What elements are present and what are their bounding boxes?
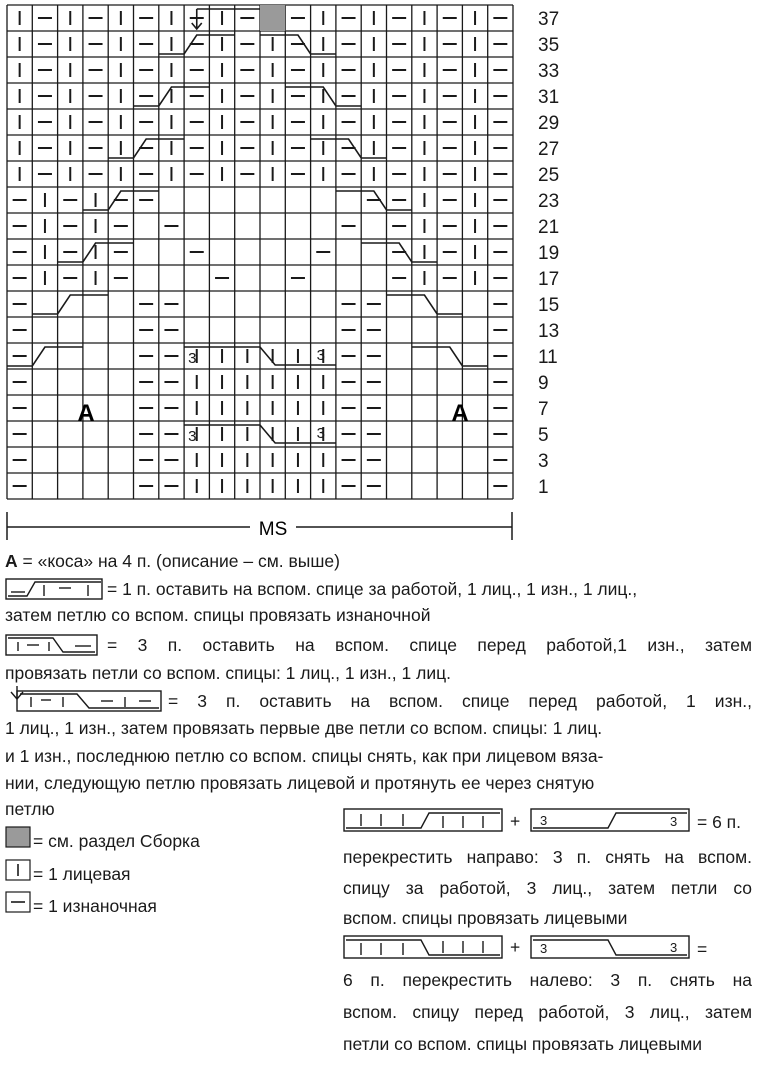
row-number: 19 (538, 243, 560, 264)
cross1-desc-b: затем петлю со вспом. спицы провязать изнаночной (5, 605, 431, 625)
cross2-symbol (5, 634, 98, 656)
svg-text:3: 3 (670, 814, 678, 829)
left-cross-eq: = (697, 939, 708, 959)
cross3-desc-c: и 1 изн., последнюю петлю со вспом. спицы снять, как при лицевом вяза- (5, 746, 604, 766)
cable-line-left (32, 295, 108, 314)
left-cross-b: вспом. спицу перед работой, 3 лиц., затем (343, 1002, 752, 1022)
row-number: 29 (538, 113, 560, 134)
row-number: 15 (538, 295, 560, 316)
gray-square-symbol (5, 826, 31, 848)
cable-count-left: 3 (188, 350, 197, 367)
purl-desc: = 1 изнаночная (33, 896, 157, 916)
braid-label-left: A (77, 400, 95, 427)
braid-label-right: A (451, 400, 469, 427)
row-number: 31 (538, 87, 560, 108)
row-number: 9 (538, 373, 549, 394)
row-number: 33 (538, 61, 560, 82)
left-cross-count-symbol (530, 935, 690, 959)
row-number: 5 (538, 425, 549, 446)
row-number: 13 (538, 321, 560, 342)
right-cross-count-symbol (530, 808, 690, 832)
left-cross-a: 6 п. перекрестить налево: 3 п. снять на (343, 970, 752, 990)
cable-count-right: 3 (316, 347, 325, 364)
cross2-desc-a: = 3 п. оставить на вспом. спице перед работой,1 изн., затем (107, 635, 752, 655)
plus-sign-1: + (510, 811, 521, 831)
gray-desc: = см. раздел Сборка (33, 831, 200, 851)
left-cross-symbol (343, 935, 503, 959)
cross2-desc-b: провязать петли со вспом. спицы: 1 лиц., 1 изн., 1 лиц. (5, 663, 451, 683)
row-number: 25 (538, 165, 560, 186)
braid-letter: A (5, 551, 18, 571)
svg-text:3: 3 (540, 941, 548, 956)
right-cross-c: вспом. спицы провязать лицевыми (343, 908, 628, 928)
braid-desc: = «коса» на 4 п. (описание – см. выше) (17, 551, 340, 571)
svg-text:3: 3 (670, 940, 678, 955)
row-numbers (538, 9, 559, 498)
gray-cell (260, 5, 285, 31)
row-number: 11 (538, 347, 558, 368)
row-number: 7 (538, 399, 549, 420)
purl-symbol (5, 891, 31, 913)
cross3-symbol (5, 685, 163, 713)
row-number: 3 (538, 451, 549, 472)
cross3-desc-a: = 3 п. оставить на вспом. спице перед работой, 1 изн., (168, 691, 752, 711)
cable-count-left: 3 (188, 428, 197, 445)
ms-bracket (7, 512, 512, 540)
cross3-desc-e: петлю (5, 799, 55, 819)
braid-legend (5, 549, 340, 573)
row-number: 37 (538, 9, 560, 30)
row-number: 21 (538, 217, 560, 238)
cable-line-right (387, 295, 463, 314)
plus-sign-2: + (510, 937, 521, 957)
right-cross-a: перекрестить направо: 3 п. снять на вспом. (343, 847, 752, 867)
cable-line-right (412, 347, 488, 366)
row-number: 23 (538, 191, 560, 212)
cross3-desc-d: нии, следующую петлю провязать лицевой и протянуть ее через снятую (5, 773, 595, 793)
cross1-desc-a: = 1 п. оставить на вспом. спице за работой, 1 лиц., 1 изн., 1 лиц., (107, 579, 638, 599)
right-cross-symbol (343, 808, 503, 832)
knit-symbol (5, 859, 31, 881)
ms-label: MS (258, 519, 288, 540)
cross3-desc-b: 1 лиц., 1 изн., затем провязать первые две петли со вспом. спицы: 1 лиц. (5, 718, 603, 738)
row-number: 1 (538, 477, 549, 498)
knit-desc: = 1 лицевая (33, 864, 131, 884)
left-cross-c: петли со вспом. спицы провязать лицевыми (343, 1034, 703, 1054)
cross1-symbol (5, 578, 103, 600)
cable-count-right: 3 (316, 425, 325, 442)
svg-text:3: 3 (540, 813, 548, 828)
row-number: 27 (538, 139, 560, 160)
row-number: 17 (538, 269, 560, 290)
right-cross-eq: = 6 п. (697, 812, 742, 832)
right-cross-b: спицу за работой, 3 лиц., затем петли со (343, 878, 752, 898)
row-number: 35 (538, 35, 560, 56)
